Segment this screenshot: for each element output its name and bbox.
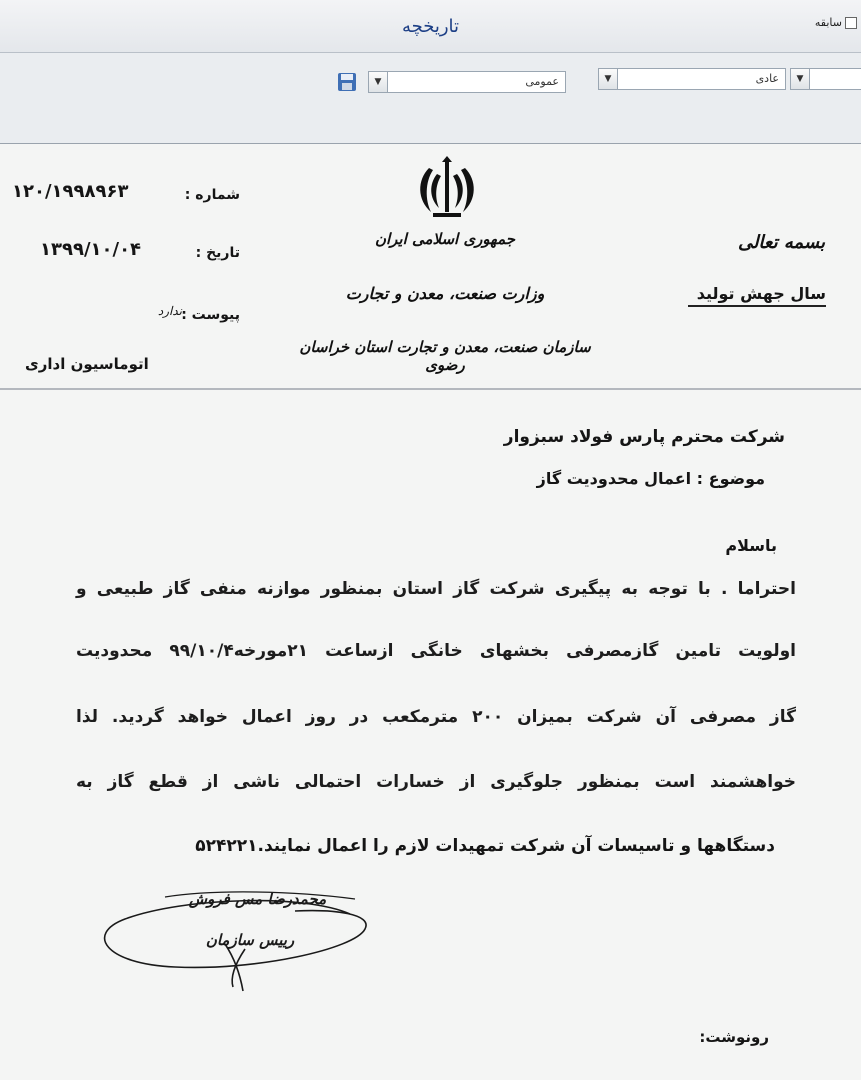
priority-select-value: عادی <box>755 72 779 85</box>
year-slogan: سال جهش تولید <box>688 284 826 307</box>
body-line: خواهشمند است بمنظور جلوگیری از خسارات احتمالی ناشی از قطع گاز به <box>76 772 796 792</box>
letter-date: ۱۳۹۹/۱۰/۰۴ <box>40 239 142 260</box>
access-select[interactable] <box>368 71 566 93</box>
body-line: گاز مصرفی آن شرکت بمیزان ۲۰۰ مترمکعب در روز اعمال خواهد گردید. لذا <box>76 707 796 727</box>
organization-name: سازمان صنعت، معدن و تجارت استان خراسان رضوی <box>299 338 591 374</box>
subject: موضوع : اعمال محدودیت گاز <box>536 469 765 488</box>
signatory-name: محمدرضا مس فروش <box>188 890 327 908</box>
greeting: باسلام <box>725 536 777 555</box>
chevron-down-icon[interactable]: ▼ <box>790 68 810 90</box>
signature-mark <box>95 889 375 994</box>
toolbar <box>0 53 861 144</box>
priority-select[interactable] <box>598 68 786 90</box>
letter-number: ۱۲۰/۱۹۹۸۹۶۳ <box>12 181 129 202</box>
invocation: بسمه تعالی <box>737 232 825 253</box>
history-checkbox-label: سابقه <box>814 16 842 29</box>
iran-emblem-icon <box>415 156 479 222</box>
window-titlebar <box>0 0 861 53</box>
header-divider <box>0 388 861 390</box>
access-select-value: عمومی <box>525 75 559 88</box>
chevron-down-icon[interactable]: ▼ <box>598 68 618 90</box>
body-line-last: دستگاهها و تاسیسات آن شرکت تمهیدات لازم را اعمال نمایند.۵۲۴۲۲۱ <box>195 836 775 856</box>
cc-label: رونوشت: <box>699 1028 769 1046</box>
date-label: تاریخ : <box>195 245 240 261</box>
body-line: احتراما . با توجه به پیگیری شرکت گاز استان بمنظور موازنه منفی گاز طبیعی و <box>76 579 796 599</box>
signatory-title: رییس سازمان <box>205 931 295 949</box>
body-line: اولویت تامین گازمصرفی بخشهای خانگی ازساعت ۲۱مورخه۹۹/۱۰/۴ محدودیت <box>76 641 796 661</box>
recipient: شرکت محترم پارس فولاد سبزوار <box>503 427 785 447</box>
number-label: شماره : <box>184 187 240 203</box>
attachment-label: پیوست : <box>181 307 240 323</box>
country-name: جمهوری اسلامی ایران <box>374 230 516 248</box>
letter-document <box>0 144 861 1080</box>
attachment-value: ندارد <box>157 304 182 318</box>
chevron-down-icon[interactable]: ▼ <box>368 71 388 93</box>
save-icon[interactable] <box>338 73 356 91</box>
window-title: تاریخچه <box>401 16 460 37</box>
extra-dropdown[interactable] <box>790 68 861 90</box>
ministry-name: وزارت صنعت، معدن و تجارت <box>345 284 545 303</box>
automation-system-label: اتوماسیون اداری <box>25 355 149 373</box>
